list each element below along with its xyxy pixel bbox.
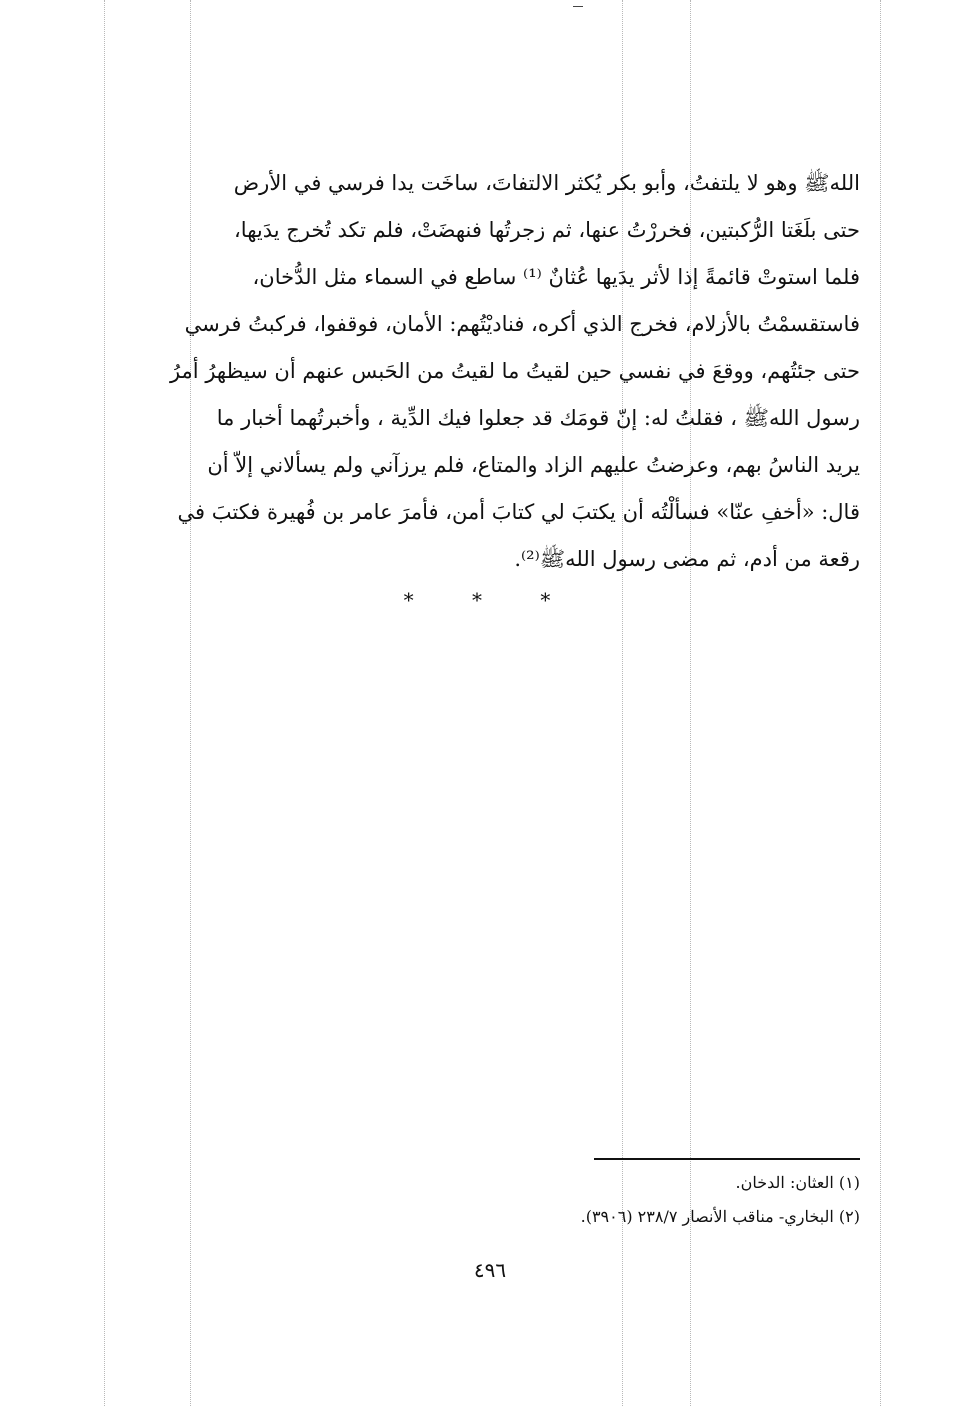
footnotes	[400, 1166, 860, 1234]
text-line: حتى جئتُهم، ووقعَ في نفسي حين لقيتُ ما لقيتُ من الحَبس عنهم أن سيظهرُ أمرُ	[169, 359, 860, 383]
text-line: رسول اللهﷺ ، فقلتُ له: إنّ قومَك قد جعلوا فيك الدِّية ، وأخبرتُهما أخبار ما	[216, 406, 860, 430]
text-line: فاستقسمْتُ بالأزلام، فخرج الذي أكره، فناديْتُهم: الأمان، فوقفوا، فركبتُ فرسي	[184, 312, 860, 336]
text-line: يريد الناسُ بهم، وعرضتُ عليهم الزاد والمتاع، فلم يرزآني ولم يسألاني إلاّ أن	[207, 453, 860, 477]
text-line: اللهﷺ وهو لا يلتفتُ، وأبو بكر يُكثر الالتفاتَ، ساخَت يدا فرسي في الأرض	[233, 171, 860, 195]
main-text	[122, 160, 860, 583]
footnote-rule	[594, 1158, 860, 1160]
text-line: قال: «أخفِ عنّا» فسألْتُه أن يكتبَ لي كتابَ أمن، فأمرَ عامر بن فُهيرة فكتبَ في	[177, 500, 860, 524]
page-number: ٤٩٦	[473, 1258, 507, 1282]
footnote-2: (٢) البخاري- مناقب الأنصار ٢٣٨/٧ (٣٩٠٦).	[580, 1207, 860, 1226]
text-line: حتى بلَغَتا الرُّكبتين، فخررْتُ عنها، ثم زجرتُها فنهضَتْ، فلم تكد تُخرج يدَيها،	[234, 218, 860, 242]
scan-line-left	[104, 0, 105, 1406]
scan-line-right	[880, 0, 881, 1406]
top-mark	[573, 6, 583, 7]
section-separator: * * *	[403, 588, 577, 612]
text-line: رقعة من أدم، ثم مضى رسول اللهﷺ⁽²⁾.	[514, 547, 860, 571]
footnote-1: (١) العثان: الدخان.	[735, 1173, 860, 1192]
text-line: فلما استوتْ قائمةً إذا لأثر يدَيها عُثانٌ ⁽¹⁾ ساطع في السماء مثل الدُّخان،	[252, 265, 860, 289]
